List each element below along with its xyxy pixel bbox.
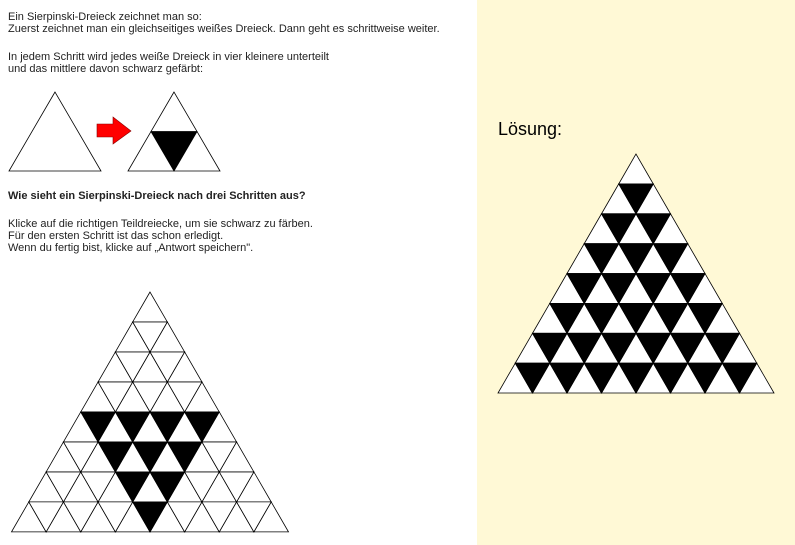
instruction-line-1: Klicke auf die richtigen Teildreiecke, um sie schwarz zu färben. <box>8 218 313 230</box>
answer-cell[interactable] <box>133 292 168 322</box>
intro-line-3: In jedem Schritt wird jedes weiße Dreieck in vier kleinere unterteilt <box>8 51 329 63</box>
intro-line-4: und das mittlere davon schwarz gefärbt: <box>8 63 204 75</box>
question-text: Wie sieht ein Sierpinski-Dreieck nach drei Schritten aus? <box>8 190 306 202</box>
solution-label: Lösung: <box>498 119 563 139</box>
solution-panel <box>477 0 795 545</box>
intro-line-1: Ein Sierpinski-Dreieck zeichnet man so: <box>8 11 202 23</box>
instruction-line-3: Wenn du fertig bist, klicke auf „Antwort speichern". <box>8 242 254 254</box>
intro-line-2: Zuerst zeichnet man ein gleichseitiges weißes Dreieck. Dann geht es schrittweise weiter. <box>8 23 440 35</box>
instruction-line-2: Für den ersten Schritt ist das schon erledigt. <box>8 230 224 242</box>
